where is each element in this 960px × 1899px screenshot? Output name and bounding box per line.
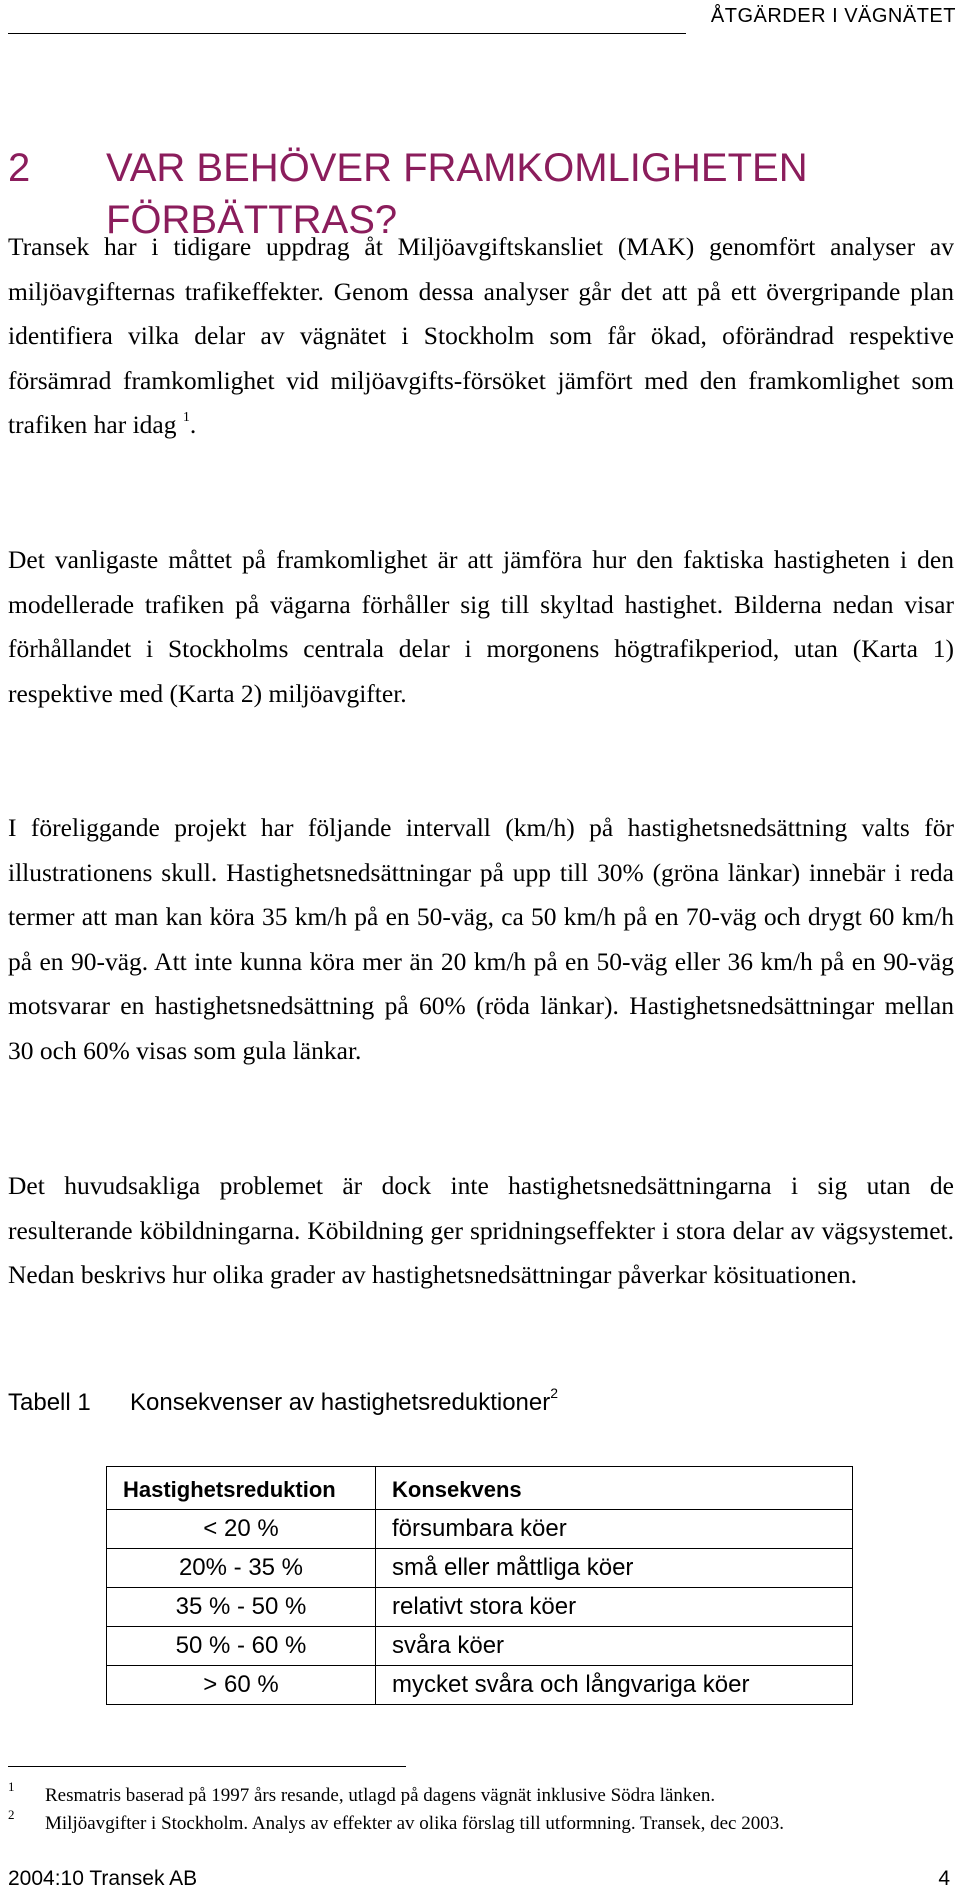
page-number: 4 bbox=[938, 1867, 950, 1890]
table-cell: svåra köer bbox=[376, 1627, 853, 1666]
paragraph-intervals bbox=[8, 806, 954, 1073]
paragraph-intro bbox=[8, 225, 954, 448]
paragraph-end-punct: . bbox=[189, 410, 197, 439]
consequences-table bbox=[106, 1466, 853, 1705]
footnote-separator bbox=[8, 1766, 406, 1767]
table-cell: mycket svåra och långvariga köer bbox=[376, 1666, 853, 1705]
paragraph-text: I föreliggande projekt har följande intervall (km/h) på hastighetsnedsättning valts för illustrationens skull. Hastighetsnedsättningar på upp till 30% (gröna länkar) innebär i reda termer att man kan köra 35 km/h på en 50-väg, ca 50 km/h på en 70-väg och drygt 60 km/h på en 90-väg. Att inte kunna köra mer än 20 km/h på en 50-väg eller 36 km/h på en 90-väg motsvarar en hastighetsnedsättning på 60% (röda länkar). Hastighetsnedsättningar mellan 30 och 60% visas som gula länkar. bbox=[8, 813, 954, 1065]
footnote-text: Miljöavgifter i Stockholm. Analys av effekter av olika förslag till utformning. Transek, dec 2003. bbox=[45, 1813, 784, 1834]
footer-publisher: 2004:10 Transek AB bbox=[8, 1867, 198, 1890]
table-row bbox=[107, 1627, 853, 1666]
table-header-row bbox=[107, 1467, 853, 1510]
footnote-number: 2 bbox=[8, 1807, 15, 1822]
table-cell: > 60 % bbox=[107, 1666, 376, 1705]
table-cell: relativt stora köer bbox=[376, 1588, 853, 1627]
paragraph-text: Det vanligaste måttet på framkomlighet är att jämföra hur den faktiska hastigheten i den modellerade trafiken på vägarna förhåller sig till skyltad hastighet. Bilderna nedan visar förhållandet i Stockholms centrala delar i morgonens högtrafikperiod, utan (Karta 1) respektive med (Karta 2) miljöavgifter. bbox=[8, 545, 954, 708]
table-row bbox=[107, 1549, 853, 1588]
table-caption-text bbox=[130, 1385, 559, 1417]
footnote-number: 1 bbox=[8, 1779, 15, 1794]
table-cell: 50 % - 60 % bbox=[107, 1627, 376, 1666]
column-header: Konsekvens bbox=[376, 1467, 853, 1510]
footnote-text: Resmatris baserad på 1997 års resande, utlagd på dagens vägnät inklusive Södra länken. bbox=[45, 1785, 716, 1806]
footnote-ref: 2 bbox=[550, 1385, 559, 1401]
table-cell: försumbara köer bbox=[376, 1510, 853, 1549]
footnote-ref: 1 bbox=[182, 410, 190, 425]
column-header: Hastighetsreduktion bbox=[107, 1467, 376, 1510]
caption-text: Konsekvenser av hastighetsreduktioner bbox=[130, 1389, 551, 1416]
chapter-title: VAR BEHÖVER FRAMKOMLIGHETEN FÖRBÄTTRAS? bbox=[106, 146, 808, 242]
paragraph-text: Det huvudsakliga problemet är dock inte hastighetsnedsättningarna i sig utan de resulterande köbildningarna. Köbildning ger spridningseffekter i stora delar av vägsystemet. Nedan beskrivs hur olika grader av hastighetsnedsättningar påverkar kösituationen. bbox=[8, 1171, 954, 1289]
table-row bbox=[107, 1510, 853, 1549]
table-cell: 35 % - 50 % bbox=[107, 1588, 376, 1627]
paragraph-text: Transek har i tidigare uppdrag åt Miljöavgiftskansliet (MAK) genomfört analyser av miljöavgifternas trafikeffekter. Genom dessa analyser går det att på ett övergripande plan identifiera vilka delar av vägnätet i Stockholm som får ökad, oförändrad respektive försämrad framkomlighet vid miljöavgifts-försöket jämfört med den framkomlighet som trafiken har idag bbox=[8, 232, 954, 439]
paragraph-queues bbox=[8, 1164, 954, 1298]
header-rule bbox=[8, 33, 686, 34]
table-row bbox=[107, 1666, 853, 1705]
table-label: Tabell 1 bbox=[8, 1389, 91, 1416]
table-cell: 20% - 35 % bbox=[107, 1549, 376, 1588]
table-row bbox=[107, 1588, 853, 1627]
paragraph-measure bbox=[8, 538, 954, 716]
table-cell: små eller måttliga köer bbox=[376, 1549, 853, 1588]
chapter-number: 2 bbox=[8, 146, 31, 190]
table-cell: < 20 % bbox=[107, 1510, 376, 1549]
running-header: ÅTGÄRDER I VÄGNÄTET bbox=[710, 5, 956, 27]
